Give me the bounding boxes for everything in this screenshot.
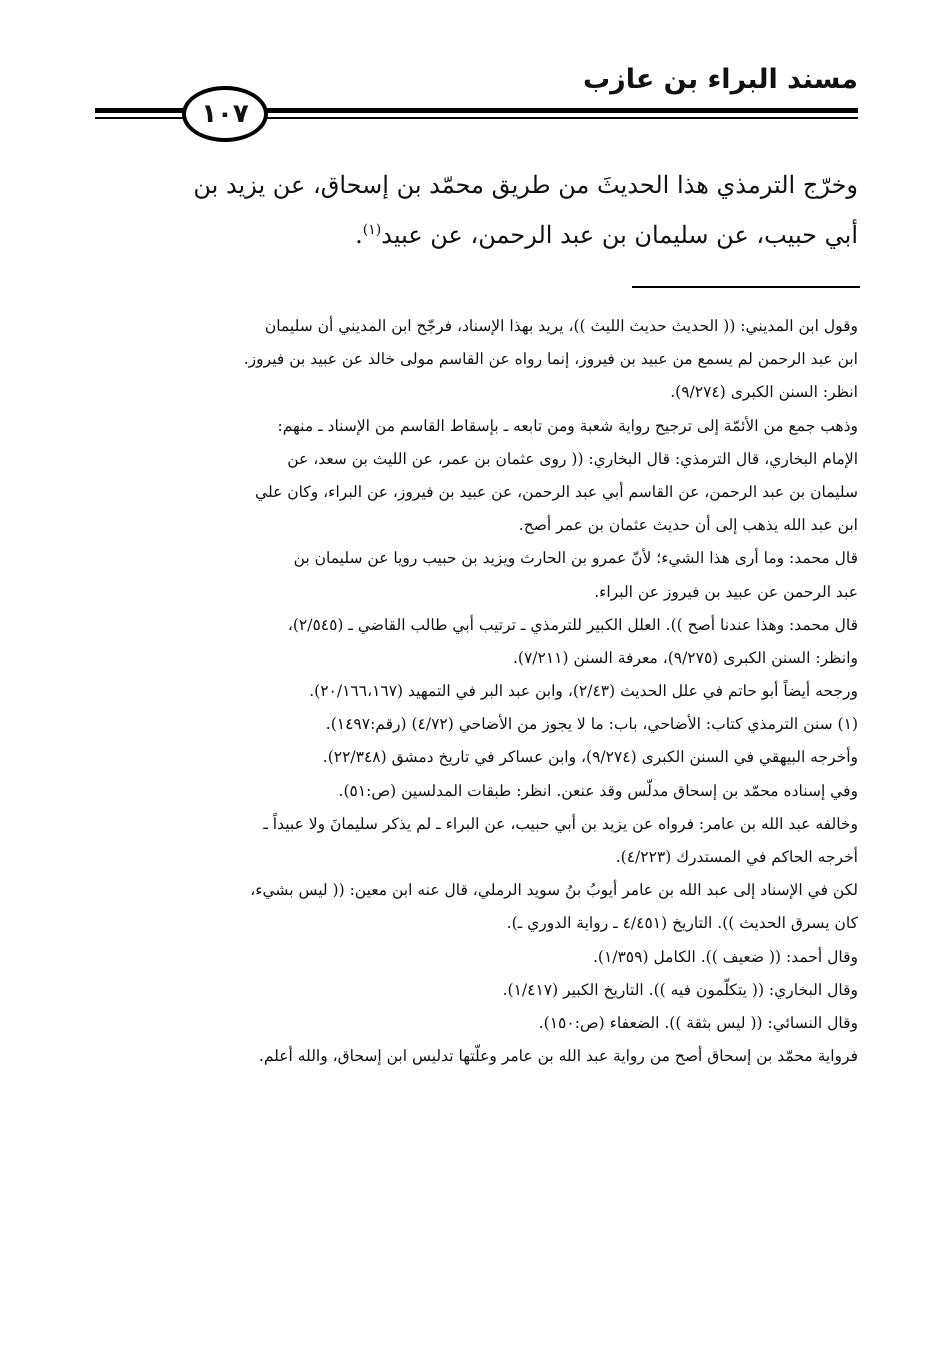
footnote-line: وقال أحمد: (( ضعيف )). الكامل (١/٣٥٩). (592, 947, 858, 966)
footnote-line: وخالفه عبد الله بن عامر: فرواه عن يزيد بن أبي حبيب، عن البراء ـ لم يذكر سليمانَ ولا عبيداً ـ (263, 814, 858, 833)
footnote-line: أخرجه الحاكم في المستدرك (٤/٢٢٣). (615, 848, 858, 866)
footnote-line: عبد الرحمن عن عبيد بن فيروز عن البراء. (594, 582, 858, 601)
footnotes (96, 310, 858, 1073)
footnote-line: ابن عبد الرحمن لم يسمع من عبيد بن فيروز، إنما رواه عن القاسم مولى خالد عن عبيد بن فيروز. (243, 350, 858, 369)
footnote-line: لكن في الإسناد إلى عبد الله بن عامر أيوبُ بنُ سويد الرملي، قال عنه ابن معين: (( ليس بشيء، (250, 881, 858, 900)
footnote-line: وفي إسناده محمّد بن إسحاق مدلّس وقد عنعن. انظر: طبقات المدلسين (ص:٥١). (338, 781, 858, 800)
footnote-line: وانظر: السنن الكبرى (٩/٢٧٥)، معرفة السنن (٧/٢١١). (512, 648, 858, 667)
footnote-line: ابن عبد الله يذهب إلى أن حديث عثمان بن عمر أصح. (518, 516, 858, 535)
footnote-line: وقال البخاري: (( يتكلّمون فيه )). التاريخ الكبير (١/٤١٧). (502, 980, 858, 999)
footnote-line: الإمام البخاري، قال الترمذي: قال البخاري: (( روى عثمان بن عمر، عن الليث بن سعد، عن (287, 449, 858, 468)
page-number-badge (182, 86, 268, 142)
footnote-line: سليمان بن عبد الرحمن، عن القاسم أبي عبد الرحمن، عن عبيد بن فيروز، عن البراء، وكان علي (255, 482, 858, 501)
main-text-line (96, 210, 858, 260)
header-rule-thick (263, 108, 858, 113)
footnote-line: فرواية محمّد بن إسحاق أصح من رواية عبد الله بن عامر وعلّتها تدليس ابن إسحاق، والله أعلم. (258, 1047, 858, 1066)
header-rule-left-thin (95, 117, 190, 119)
footnote-line: وذهب جمع من الأئمّة إلى ترجيح رواية شعبة ومن تابعه ـ بإسقاط القاسم من الإسناد ـ منهم: (277, 416, 858, 435)
main-text (96, 160, 858, 260)
running-header-title: مسند البراء بن عازب (583, 64, 858, 95)
footnote-line: ورجحه أيضاً أبو حاتم في علل الحديث (٢/٤٣)، وابن عبد البر في التمهيد (٢٠/١٦٦،١٦٧). (309, 682, 858, 701)
main-text-end-punct: . (355, 221, 363, 249)
header-rule-left-thick (95, 108, 190, 113)
footnote-line: كان يسرق الحديث )). التاريخ (٤/٤٥١ ـ رواية الدوري ـ). (506, 914, 858, 933)
footnote-line: وأخرجه البيهقي في السنن الكبرى (٩/٢٧٤)، وابن عساكر في تاريخ دمشق (٢٢/٣٤٨). (322, 748, 858, 767)
main-text-line-content: أبي حبيب، عن سليمان بن عبد الرحمن، عن عبيد (381, 221, 858, 249)
header-rule-thin (263, 117, 858, 119)
footnote-line: قال محمد: وهذا عندنا أصح )). العلل الكبير للترمذي ـ ترتيب أبي طالب القاضي ـ (٢/٥٤٥)، (287, 615, 858, 634)
footnote-line: قال محمد: وما أرى هذا الشيء؛ لأنّ عمرو بن الحارث ويزيد بن حبيب رويا عن سليمان بن (293, 549, 858, 568)
page-number: ١٠٧ (201, 99, 249, 129)
footnote-line: (١) سنن الترمذي كتاب: الأضاحي، باب: ما لا يجوز من الأضاحي (٤/٧٢) (رقم:١٤٩٧). (325, 715, 858, 734)
footnote-line: انظر: السنن الكبرى (٩/٢٧٤). (670, 383, 858, 402)
footnote-separator (632, 286, 860, 288)
footnote-line: وقول ابن المديني: (( الحديث حديث الليث ))، يريد بهذا الإسناد، فرجّح ابن المديني أن سليمان (264, 317, 858, 335)
main-text-line: وخرّج الترمذي هذا الحديثَ من طريق محمّد بن إسحاق، عن يزيد بن (193, 171, 858, 199)
footnote-reference: (١) (362, 222, 382, 238)
footnote-line: وقال النسائي: (( ليس بثقة )). الضعفاء (ص:١٥٠). (538, 1013, 858, 1032)
